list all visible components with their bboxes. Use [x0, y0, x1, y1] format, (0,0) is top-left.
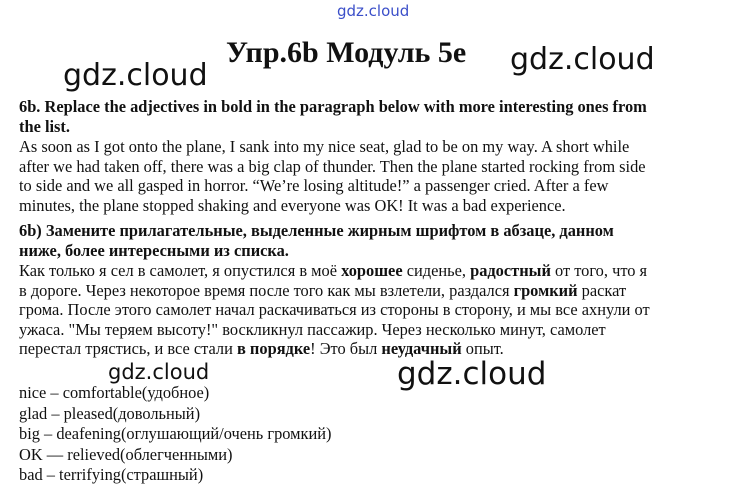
- task-english-line: 6b. Replace the adjectives in bold in the paragraph below with more interesting ones from: [19, 97, 647, 116]
- task-russian-line: 6b) Замените прилагательные, выделенные жирным шрифтом в абзаце, данном: [19, 221, 614, 240]
- paragraph-russian-line: [19, 281, 719, 301]
- paragraph-english-line: to side and we all gasped in horror. “We’re losing altitude!” a passenger cried. After a few: [19, 176, 609, 196]
- task-russian: [19, 221, 719, 260]
- task-english: [19, 97, 719, 136]
- bold-word: хорошее: [341, 261, 403, 280]
- list-item: glad – pleased(довольный): [19, 403, 201, 423]
- text-segment: сиденье,: [402, 261, 471, 280]
- watermark-right: gdz.cloud: [510, 42, 655, 77]
- text-segment: ! Это был: [310, 339, 382, 359]
- paragraph-russian: [19, 261, 719, 359]
- text-segment: Как только я сел в самолет, я опустился в моё: [19, 261, 342, 280]
- watermark-top: gdz.cloud: [337, 2, 410, 20]
- paragraph-russian-line: [19, 261, 719, 281]
- paragraph-russian-line: грома. После этого самолет начал раскачиваться из стороны в сторону, и мы все ахнули от: [19, 300, 650, 320]
- task-english-line: the list.: [19, 116, 70, 136]
- bold-word: радостный: [470, 261, 551, 280]
- bold-word: громкий: [513, 280, 578, 300]
- list-item: OK — relieved(облегченными): [19, 444, 233, 464]
- page-title: Упр.6b Модуль 5е: [226, 36, 467, 69]
- task-russian-line: ниже, более интересными из списка.: [19, 240, 289, 260]
- text-segment: раскат: [577, 280, 627, 300]
- paragraph-english-line: after we had taken off, there was a big clap of thunder. Then the plane started rocking from side: [19, 156, 646, 176]
- bold-word: в порядке: [236, 339, 311, 359]
- watermark-bottom-left: gdz.cloud: [108, 360, 210, 384]
- paragraph-english-line: As soon as I got onto the plane, I sank into my nice seat, glad to be on my way. A short while: [19, 137, 630, 156]
- text-segment: от того, что я: [550, 261, 648, 280]
- watermark-bottom-right: gdz.cloud: [397, 356, 547, 392]
- paragraph-russian-line: ужаса. "Мы теряем высоту!" воскликнул пассажир. Через несколько минут, самолет: [19, 319, 606, 339]
- bold-word: неудачный: [381, 339, 462, 359]
- paragraph-english-line: minutes, the plane stopped shaking and everyone was OK! It was a bad experience.: [19, 195, 566, 215]
- paragraph-english: [19, 137, 719, 215]
- text-segment: опыт.: [461, 339, 504, 359]
- list-item: bad – terrifying(страшный): [19, 465, 204, 484]
- list-item: big – deafening(оглушающий/очень громкий): [19, 424, 332, 443]
- list-item: nice – comfortable(удобное): [19, 383, 210, 402]
- watermark-left: gdz.cloud: [63, 58, 208, 93]
- paragraph-russian-line: [19, 339, 719, 359]
- text-segment: перестал трястись, и все стали: [19, 339, 237, 359]
- text-segment: в дороге. Через некоторое время после того как мы взлетели, раздался: [19, 280, 514, 300]
- word-list: [19, 383, 332, 486]
